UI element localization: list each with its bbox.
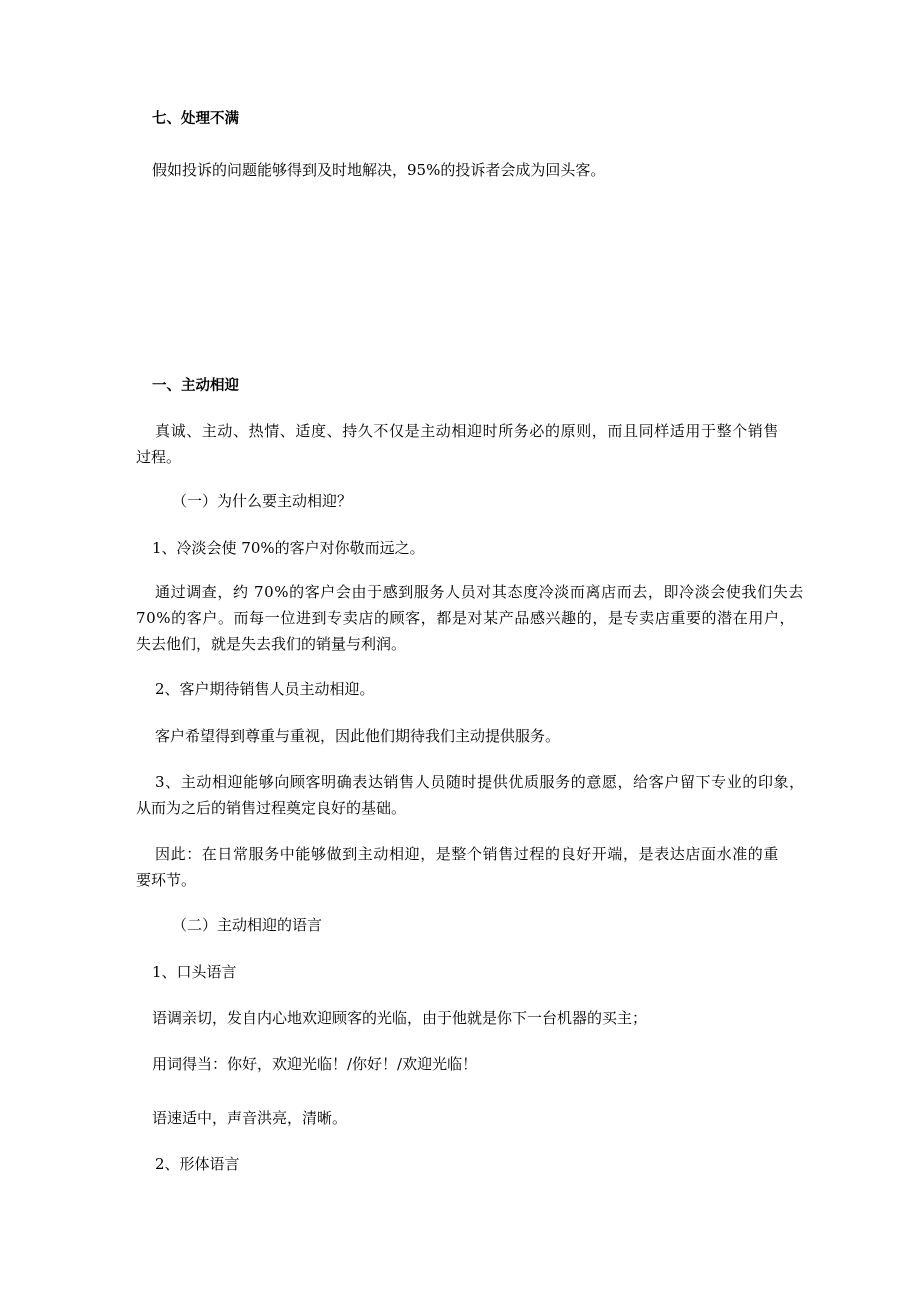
conclusion-line-2: 要环节。	[136, 871, 197, 889]
item-3-line-1: 3、主动相迎能够向顾客明确表达销售人员随时提供优质服务的意愿，给客户留下专业的印象，	[155, 773, 805, 791]
item-2-body: 客户希望得到尊重与重视，因此他们期待我们主动提供服务。	[155, 727, 561, 745]
language-1-title: 1、口头语言	[152, 963, 237, 981]
subsection-heading-why-greet: （一）为什么要主动相迎？	[172, 492, 353, 510]
item-1-body-line-3: 失去他们，就是失去我们的销量与利润。	[136, 635, 407, 653]
section-heading-handle-dissatisfaction: 七、处理不满	[152, 111, 239, 127]
language-1-paragraph-tone: 语调亲切，发自内心地欢迎顾客的光临，由于他就是你下一台机器的买主；	[152, 1009, 648, 1027]
item-1-title: 1、冷淡会使 70%的客户对你敬而远之。	[152, 539, 425, 557]
paragraph-principles-line-1: 真诚、主动、热情、适度、持久不仅是主动相迎时所务必的原则，而且同样适用于整个销售	[155, 422, 780, 440]
paragraph-principles-line-2: 过程。	[136, 448, 182, 466]
language-1-paragraph-wording: 用词得当：你好，欢迎光临！/你好！/欢迎光临！	[152, 1055, 478, 1073]
language-2-title: 2、形体语言	[155, 1155, 240, 1173]
subsection-heading-greeting-language: （二）主动相迎的语言	[172, 916, 323, 934]
item-3-line-2: 从而为之后的销售过程奠定良好的基础。	[136, 799, 407, 817]
language-1-paragraph-speed: 语速适中，声音洪亮，清晰。	[152, 1109, 348, 1127]
item-1-body-line-1: 通过调查，约 70%的客户会由于感到服务人员对其态度冷淡而离店而去，即冷淡会使我们失去	[155, 583, 804, 601]
item-1-body-line-2: 70%的客户。而每一位进到专卖店的顾客，都是对某产品感兴趣的，是专卖店重要的潜在用户，	[136, 609, 796, 627]
paragraph-complaint-resolution: 假如投诉的问题能够得到及时地解决，95%的投诉者会成为回头客。	[152, 161, 606, 179]
item-2-title: 2、客户期待销售人员主动相迎。	[155, 680, 375, 698]
conclusion-line-1: 因此：在日常服务中能够做到主动相迎，是整个销售过程的良好开端，是表达店面水准的重	[155, 845, 780, 863]
section-heading-active-greeting: 一、主动相迎	[152, 378, 239, 394]
